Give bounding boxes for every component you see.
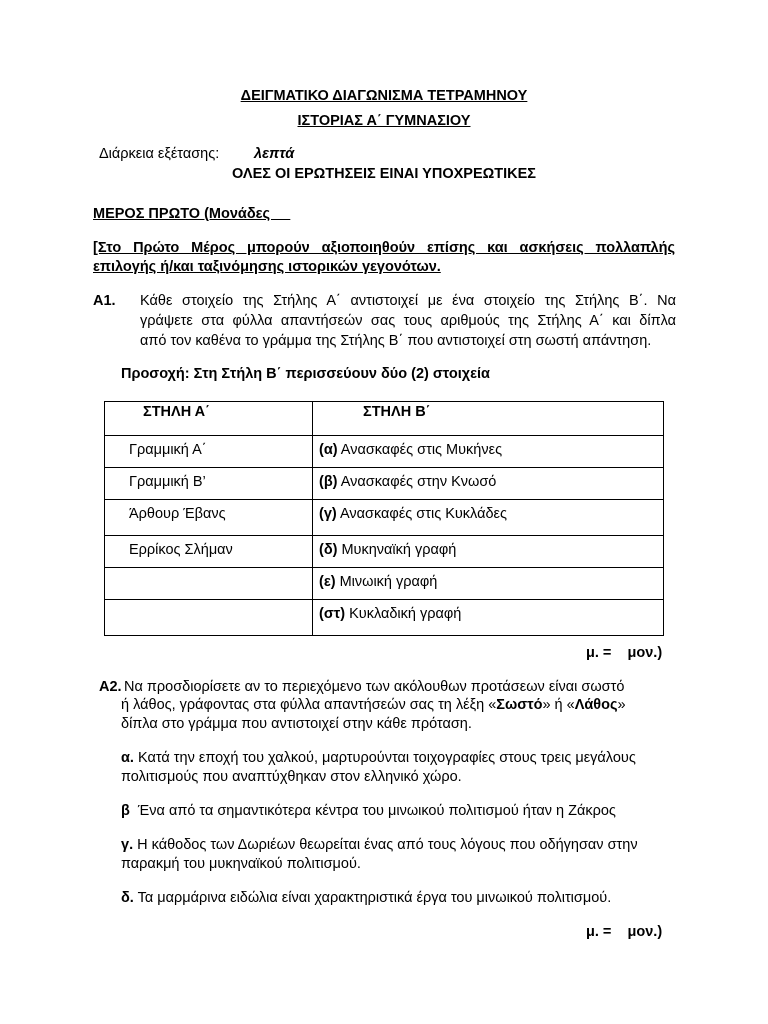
statement-gamma-line2: παρακμή του μυκηναϊκού πολιτισμού.	[121, 856, 361, 872]
statement-gamma	[121, 837, 638, 853]
column-b-text: Ανασκαφές στις Κυκλάδες	[336, 506, 507, 522]
document-title: ΔΕΙΓΜΑΤΙΚΟ ΔΙΑΓΩΝΙΣΜΑ ΤΕΤΡΑΜΗΝΟΥ	[240, 88, 528, 104]
column-a-cell	[105, 600, 313, 636]
table-row	[105, 536, 664, 568]
word-wrong: Λάθος	[574, 697, 618, 713]
table-row	[105, 600, 664, 636]
statement-beta	[121, 803, 616, 819]
column-a-cell: Άρθουρ Έβανς	[105, 500, 313, 536]
a1-label: Α1.	[93, 293, 116, 309]
statement-text: Ένα από τα σημαντικότερα κέντρα του μινωικού πολιτισμού ήταν η Ζάκρος	[129, 803, 616, 819]
a1-score: μ. = μον.)	[586, 645, 663, 661]
table-row	[105, 468, 664, 500]
column-b-key: (γ)	[319, 506, 337, 522]
a2-text-line1: Να προσδιορίσετε αν το περιεχόμενο των ακόλουθων προτάσεων είναι σωστό	[124, 679, 625, 695]
statement-alpha-line2: πολιτισμούς που αναπτύχθηκαν στον ελληνικό χώρο.	[121, 769, 462, 785]
part1-note-line2: επιλογής ή/και ταξινόμησης ιστορικών γεγονότων.	[93, 259, 441, 275]
statement-key: α.	[121, 750, 134, 766]
duration-value: λεπτά	[254, 146, 295, 162]
part1-title: ΜΕΡΟΣ ΠΡΩΤΟ (Μονάδες __	[93, 206, 291, 222]
mandatory-notice: ΟΛΕΣ ΟΙ ΕΡΩΤΗΣΕΙΣ ΕΙΝΑΙ ΥΠΟΧΡΕΩΤΙΚΕΣ	[232, 166, 536, 182]
a1-text-line1: Κάθε στοιχείο της Στήλης Α΄ αντιστοιχεί με ένα στοιχείο της Στήλης Β΄. Να	[140, 293, 676, 309]
column-b-key: (α)	[319, 442, 338, 458]
column-b-cell	[313, 568, 664, 600]
column-a-cell: Γραμμική Α΄	[105, 436, 313, 468]
statement-text: Η κάθοδος των Δωριέων θεωρείται ένας από τους λόγους που οδήγησαν στην	[133, 837, 638, 853]
column-b-cell	[313, 468, 664, 500]
statement-key: δ.	[121, 890, 134, 906]
a2-text-line3: δίπλα στο γράμμα που αντιστοιχεί στην κάθε πρόταση.	[121, 716, 472, 732]
word-correct: Σωστό	[496, 697, 543, 713]
column-b-text: Μινωική γραφή	[335, 574, 438, 590]
column-b-header: ΣΤΗΛΗ Β΄	[313, 402, 664, 436]
column-b-key: (δ)	[319, 542, 338, 558]
column-b-cell	[313, 536, 664, 568]
table-row	[105, 568, 664, 600]
column-b-cell	[313, 500, 664, 536]
column-b-key: (ε)	[319, 574, 336, 590]
a1-text-line3: από τον καθένα το γράμμα της Στήλης Β΄ που αντιστοιχεί στη σωστή απάντηση.	[140, 333, 652, 349]
a1-attention: Προσοχή: Στη Στήλη Β΄ περισσεύουν δύο (2) στοιχεία	[121, 366, 490, 382]
a2-text-line2-pre: ή λάθος, γράφοντας στα φύλλα απαντήσεών σας τη λέξη «	[121, 697, 497, 713]
statement-text: Κατά την εποχή του χαλκού, μαρτυρούνται τοιχογραφίες στους τρεις μεγάλους	[133, 750, 636, 766]
a2-text-line2	[121, 697, 626, 713]
column-a-header: ΣΤΗΛΗ Α΄	[105, 402, 313, 436]
statement-alpha	[121, 750, 636, 766]
column-b-key: (β)	[319, 474, 338, 490]
duration-label: Διάρκεια εξέτασης:	[99, 146, 220, 162]
statement-text: Τα μαρμάρινα ειδώλια είναι χαρακτηριστικά έργα του μινωικού πολιτισμού.	[133, 890, 612, 906]
statement-key: γ.	[121, 837, 134, 853]
column-b-key: (στ)	[319, 606, 346, 622]
column-a-cell	[105, 568, 313, 600]
a1-text-line2: γράψετε στα φύλλα απαντήσεών σας τους αριθμούς της Στήλης Α΄ και δίπλα	[140, 313, 676, 329]
column-a-cell: Ερρίκος Σλήμαν	[105, 536, 313, 568]
table-row	[105, 436, 664, 468]
column-b-text: Ανασκαφές στις Μυκήνες	[337, 442, 503, 458]
column-b-cell	[313, 600, 664, 636]
document-subtitle: ΙΣΤΟΡΙΑΣ Α΄ ΓΥΜΝΑΣΙΟΥ	[297, 113, 471, 129]
a2-label: Α2.	[99, 679, 122, 695]
table-row	[105, 500, 664, 536]
matching-table	[104, 401, 664, 636]
column-a-cell: Γραμμική Β’	[105, 468, 313, 500]
statement-delta	[121, 890, 611, 906]
table-header-row	[105, 402, 664, 436]
column-b-text: Μυκηναϊκή γραφή	[337, 542, 457, 558]
a2-text-line2-mid: » ή «	[542, 697, 575, 713]
statement-key: β	[121, 803, 130, 819]
column-b-text: Κυκλαδική γραφή	[345, 606, 462, 622]
a2-text-line2-post: »	[617, 697, 626, 713]
column-b-text: Ανασκαφές στην Κνωσό	[337, 474, 497, 490]
a2-score: μ. = μον.)	[586, 924, 663, 940]
part1-note-line1: [Στο Πρώτο Μέρος μπορούν αξιοποιηθούν επίσης και ασκήσεις πολλαπλής	[93, 240, 675, 256]
column-b-cell	[313, 436, 664, 468]
